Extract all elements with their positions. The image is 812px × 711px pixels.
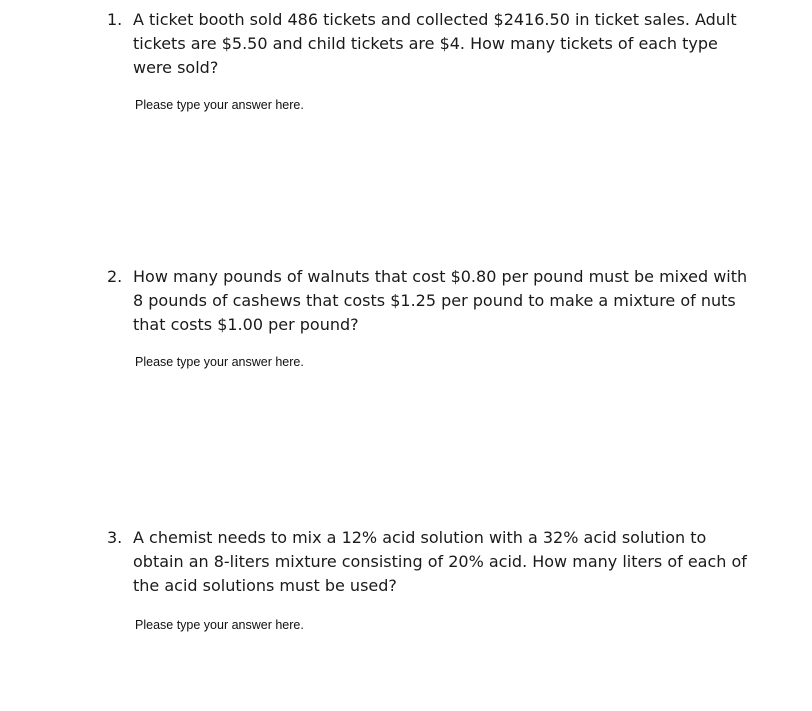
question-1-answer-field[interactable]: Please type your answer here. bbox=[135, 98, 304, 112]
question-2-number: 2. bbox=[107, 267, 123, 286]
question-1-number: 1. bbox=[107, 10, 123, 29]
question-3-answer-field[interactable]: Please type your answer here. bbox=[135, 618, 304, 632]
question-2-text: How many pounds of walnuts that cost $0.80 per pound must be mixed with 8 pounds of cashews that costs $1.25 per pound to make a mixture of nuts that costs $1.00 per pound? bbox=[133, 267, 748, 334]
question-3-prompt bbox=[107, 526, 757, 598]
question-2-prompt bbox=[107, 265, 757, 337]
question-3 bbox=[107, 526, 757, 633]
question-1-text: A ticket booth sold 486 tickets and collected $2416.50 in ticket sales. Adult tickets are $5.50 and child tickets are $4. How many tickets of each type were sold? bbox=[133, 10, 737, 77]
question-3-number: 3. bbox=[107, 528, 123, 547]
question-2-answer-field[interactable]: Please type your answer here. bbox=[135, 355, 304, 369]
question-1-prompt bbox=[107, 8, 757, 80]
question-1 bbox=[107, 8, 757, 113]
question-3-text: A chemist needs to mix a 12% acid solution with a 32% acid solution to obtain an 8-liters mixture consisting of 20% acid. How many liters of each of the acid solutions must be used? bbox=[133, 528, 747, 595]
question-2 bbox=[107, 265, 757, 370]
